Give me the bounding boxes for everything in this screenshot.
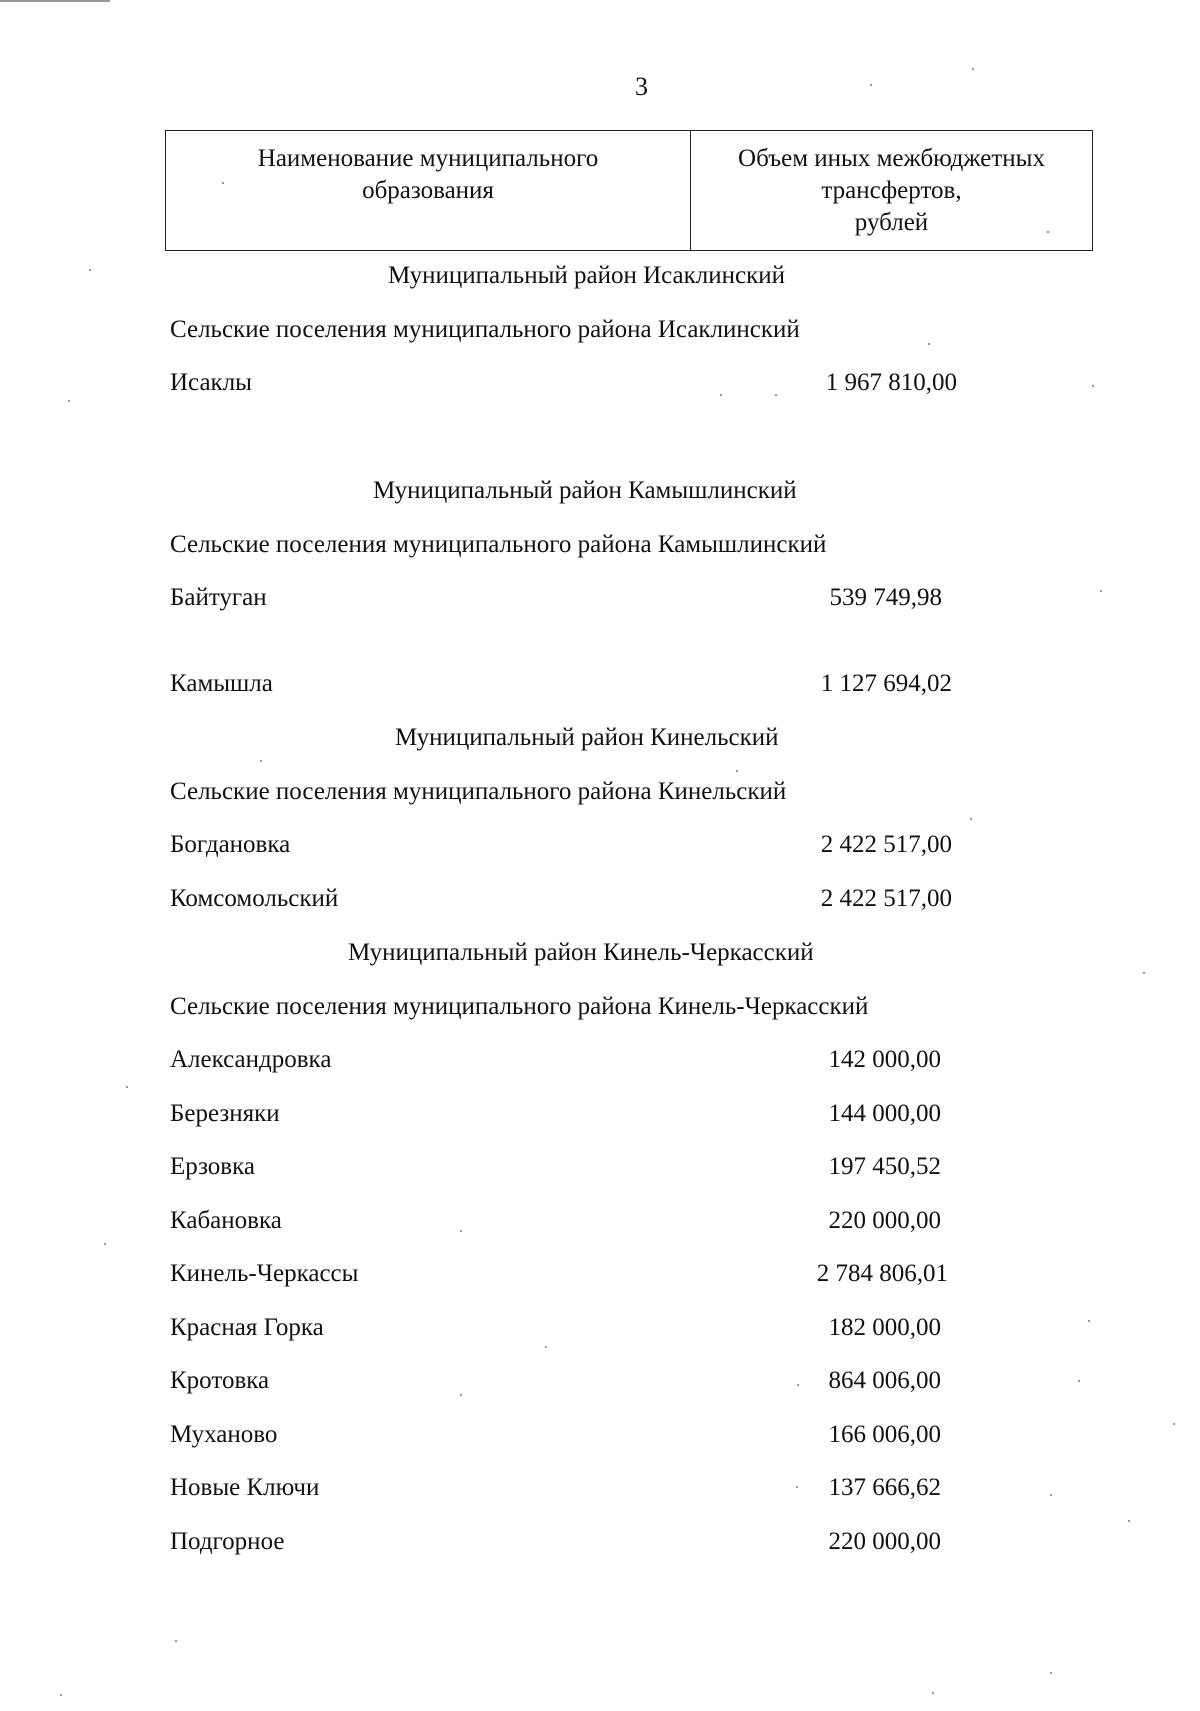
district-title: Муниципальный район Кинель-Черкасский	[348, 939, 814, 966]
header-column-amount	[691, 131, 1092, 250]
settlement-amount: 142 000,00	[828, 1046, 941, 1073]
scan-speck	[972, 68, 974, 70]
settlement-amount: 1 127 694,02	[820, 670, 952, 697]
scan-speck	[1143, 972, 1145, 974]
scan-speck	[1128, 1520, 1130, 1522]
scan-speck	[1047, 231, 1049, 233]
scan-speck	[545, 1346, 547, 1348]
scan-speck	[775, 394, 777, 396]
settlement-name: Подгорное	[170, 1528, 285, 1555]
settlement-amount: 220 000,00	[828, 1528, 941, 1555]
scan-speck	[1050, 1494, 1052, 1496]
settlement-name: Исаклы	[170, 369, 252, 396]
scan-speck	[1092, 385, 1094, 387]
settlement-amount: 197 450,52	[828, 1153, 941, 1180]
header-column-name-line2: образования	[362, 177, 494, 204]
settlement-name: Богдановка	[170, 831, 291, 858]
settlement-amount: 539 749,98	[829, 584, 942, 611]
settlement-amount: 2 422 517,00	[820, 831, 952, 858]
scan-speck	[1173, 1423, 1175, 1425]
settlement-name: Ерзовка	[170, 1153, 255, 1180]
settlement-name: Муханово	[170, 1421, 278, 1448]
scan-speck	[736, 770, 738, 772]
settlement-name: Кабановка	[170, 1207, 282, 1234]
header-column-amount-line2: трансфертов,	[821, 177, 962, 204]
scan-speck	[797, 1384, 799, 1386]
district-title: Муниципальный район Кинельский	[395, 724, 779, 751]
district-title: Муниципальный район Исаклинский	[388, 262, 786, 289]
scan-speck	[932, 1692, 934, 1694]
scan-speck	[970, 818, 972, 820]
district-title: Муниципальный район Камышлинский	[373, 477, 797, 504]
settlements-heading: Сельские поселения муниципального района Камышлинский	[170, 531, 827, 558]
header-column-amount-line1: Объем иных межбюджетных	[738, 145, 1045, 172]
settlement-name: Кротовка	[170, 1367, 270, 1394]
table-header	[165, 130, 1093, 251]
settlement-name: Красная Горка	[170, 1314, 324, 1341]
scan-speck	[460, 1394, 462, 1396]
scan-speck	[1050, 1672, 1052, 1674]
scan-speck	[720, 394, 722, 396]
settlement-amount: 864 006,00	[828, 1367, 941, 1394]
settlement-name: Новые Ключи	[170, 1474, 320, 1501]
scan-speck	[68, 400, 70, 402]
settlement-name: Александровка	[170, 1046, 332, 1073]
scan-speck	[60, 1694, 62, 1696]
header-column-amount-line3: рублей	[854, 209, 929, 236]
settlement-amount: 137 666,62	[828, 1474, 941, 1501]
scan-speck	[796, 1486, 798, 1488]
scan-speck	[175, 1640, 177, 1642]
scan-speck	[222, 182, 224, 184]
scan-speck	[1100, 590, 1102, 592]
settlement-amount: 2 422 517,00	[820, 885, 952, 912]
page-number: 3	[635, 72, 648, 101]
scan-speck	[1088, 1320, 1090, 1322]
settlement-name: Кинель-Черкассы	[170, 1260, 359, 1287]
scan-speck	[460, 1230, 462, 1232]
scan-edge-mark	[0, 0, 110, 2]
settlement-amount: 144 000,00	[828, 1100, 941, 1127]
settlements-heading: Сельские поселения муниципального района Кинельский	[170, 778, 787, 805]
scan-speck	[928, 343, 930, 345]
settlement-amount: 220 000,00	[828, 1207, 941, 1234]
scan-speck	[89, 269, 91, 271]
settlements-heading: Сельские поселения муниципального района Исаклинский	[170, 316, 800, 343]
header-column-name-line1: Наименование муниципального	[257, 145, 599, 172]
settlement-name: Березняки	[170, 1100, 280, 1127]
settlement-amount: 166 006,00	[828, 1421, 941, 1448]
scan-speck	[126, 1086, 128, 1088]
settlement-name: Камышла	[170, 670, 273, 697]
settlements-heading: Сельские поселения муниципального района Кинель-Черкасский	[170, 993, 869, 1020]
settlement-amount: 2 784 806,01	[816, 1260, 948, 1287]
scan-speck	[104, 1243, 106, 1245]
settlement-amount: 182 000,00	[828, 1314, 941, 1341]
settlement-name: Байтуган	[170, 584, 267, 611]
header-column-name	[166, 131, 691, 250]
settlement-name: Комсомольский	[170, 885, 339, 912]
settlement-amount: 1 967 810,00	[825, 369, 957, 396]
scan-speck	[260, 760, 262, 762]
scan-speck	[1078, 1380, 1080, 1382]
scan-speck	[870, 84, 872, 86]
